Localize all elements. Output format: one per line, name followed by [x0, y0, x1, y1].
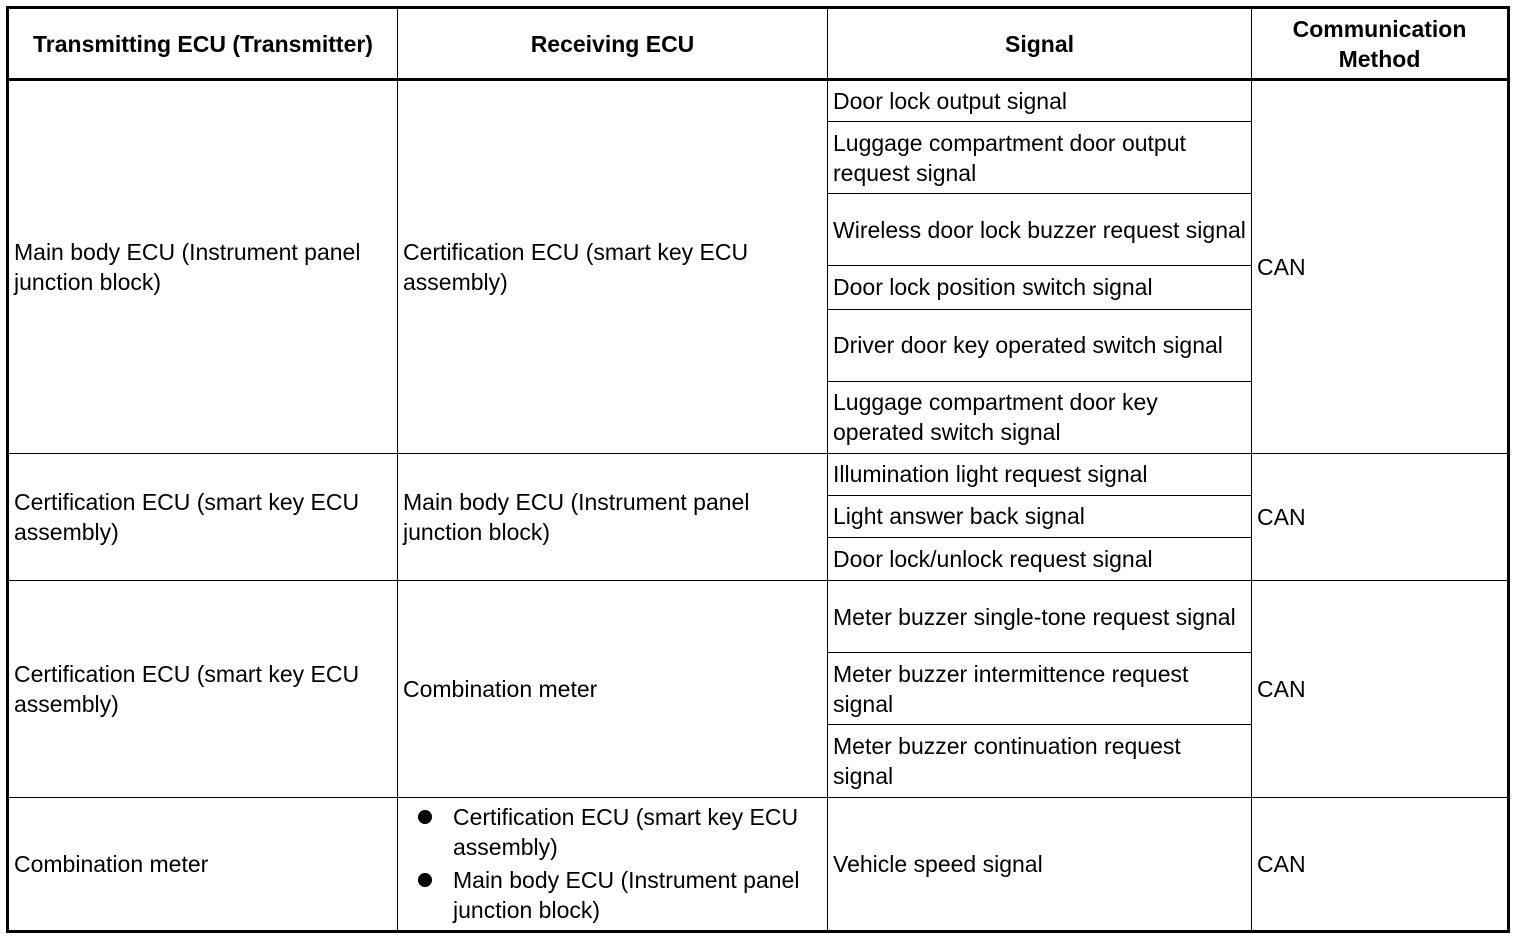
signal-cell: Door lock position switch signal	[828, 266, 1252, 309]
list-item	[453, 865, 822, 925]
header-row	[8, 8, 1509, 80]
receiver-cell: Certification ECU (smart key ECU assembly)	[398, 80, 828, 454]
signal-cell: Meter buzzer intermittence request signal	[828, 653, 1252, 725]
receiver-list	[403, 802, 822, 925]
signal-cell: Meter buzzer continuation request signal	[828, 725, 1252, 797]
method-cell: CAN	[1252, 581, 1509, 797]
list-item	[453, 802, 822, 862]
table-row	[8, 581, 1509, 653]
table-row	[8, 797, 1509, 931]
signal-cell: Driver door key operated switch signal	[828, 309, 1252, 381]
signal-cell: Meter buzzer single-tone request signal	[828, 581, 1252, 653]
header-receiver: Receiving ECU	[398, 8, 828, 80]
signal-cell: Illumination light request signal	[828, 453, 1252, 495]
receiver-cell: Main body ECU (Instrument panel junction block)	[398, 453, 828, 580]
bullet-icon	[418, 873, 432, 887]
method-cell: CAN	[1252, 453, 1509, 580]
receiver-cell: Combination meter	[398, 581, 828, 797]
signal-cell: Light answer back signal	[828, 495, 1252, 537]
bullet-icon	[418, 810, 432, 824]
table-row	[8, 453, 1509, 495]
table-row	[8, 80, 1509, 122]
transmitter-cell: Combination meter	[8, 797, 398, 931]
receiver-item-label: Certification ECU (smart key ECU assembly)	[453, 804, 799, 861]
signal-cell: Luggage compartment door output request signal	[828, 122, 1252, 194]
header-signal: Signal	[828, 8, 1252, 80]
transmitter-cell: Certification ECU (smart key ECU assembly)	[8, 581, 398, 797]
signal-cell: Luggage compartment door key operated switch signal	[828, 381, 1252, 453]
header-transmitter: Transmitting ECU (Transmitter)	[8, 8, 398, 80]
method-cell: CAN	[1252, 80, 1509, 454]
receiver-item-label: Main body ECU (Instrument panel junction block)	[453, 867, 800, 924]
signal-cell: Door lock output signal	[828, 80, 1252, 122]
signal-cell: Vehicle speed signal	[828, 797, 1252, 931]
receiver-cell	[398, 797, 828, 931]
signal-cell: Door lock/unlock request signal	[828, 538, 1252, 581]
signal-cell: Wireless door lock buzzer request signal	[828, 194, 1252, 266]
method-cell: CAN	[1252, 797, 1509, 931]
transmitter-cell: Certification ECU (smart key ECU assembly)	[8, 453, 398, 580]
ecu-communication-table	[6, 6, 1510, 933]
header-method: Communication Method	[1252, 8, 1509, 80]
transmitter-cell: Main body ECU (Instrument panel junction block)	[8, 80, 398, 454]
